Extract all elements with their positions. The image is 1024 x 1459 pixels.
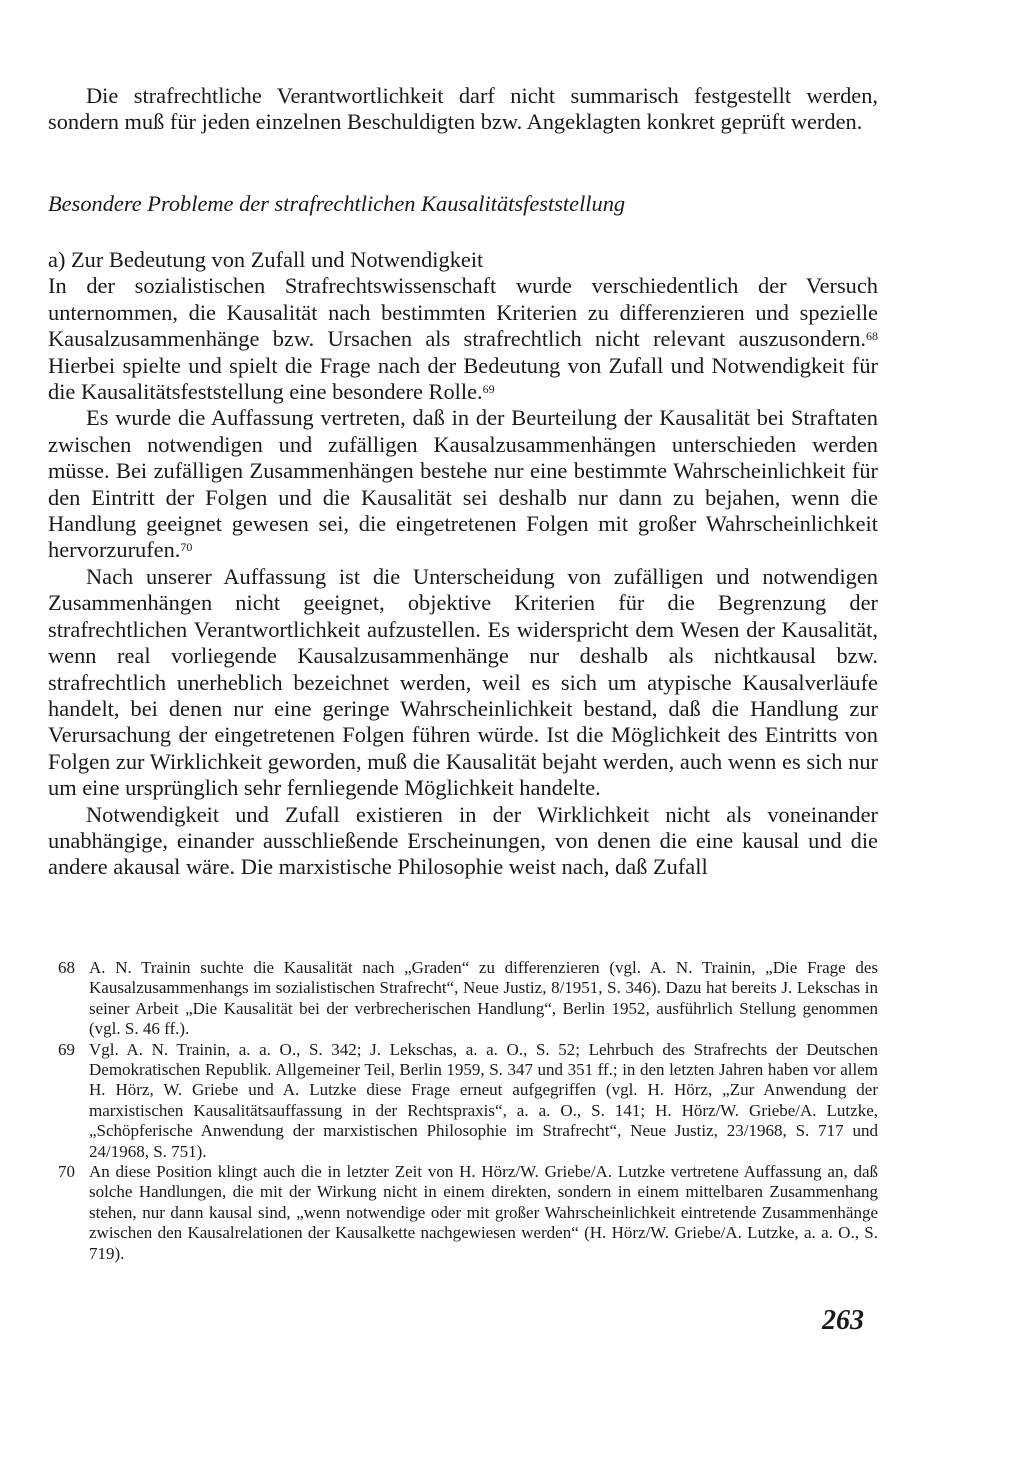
paragraph-3: Nach unserer Auffassung ist die Unterscheidung von zufälligen und notwendigen Zusammenhängen nicht geeignet, objektive Kriterien für die Begrenzung der strafrechtlichen Verantwortlichkeit aufzustellen. Es widerspricht dem Wesen der Kausalität, wenn real vorliegende Kausalzusammenhänge nur deshalb als nichtkausal bzw. strafrechtlich unerheblich bezeichnet werden, weil es sich um atypische Kausalverläufe handelt, bei denen nur eine geringe Wahrscheinlichkeit bestand, daß die Handlung zur Verursachung der eingetretenen Folgen führen würde. Ist die Möglichkeit des Eintritts von Folgen zur Wirklichkeit geworden, muß die Kausalität bejaht werden, auch wenn es sich nur um eine ursprünglich sehr fernliegende Möglichkeit handelte. xyxy=(48,563,878,801)
main-text-block xyxy=(48,247,878,881)
paragraph-1 xyxy=(48,273,878,405)
subheading: a) Zur Bedeutung von Zufall und Notwendigkeit xyxy=(48,247,484,272)
footnote-ref-68: 68 xyxy=(866,329,878,344)
footnote-ref-69: 69 xyxy=(482,382,495,397)
footnote-number: 69 xyxy=(58,1039,75,1059)
page-number: 263 xyxy=(822,1305,864,1336)
footnote-text: An diese Position klingt auch die in letzter Zeit von H. Hörz/W. Griebe/A. Lutzke vertretene Auffassung an, daß solche Handlungen, die mit der Wirkung nicht in einem direkten, sondern in einem mittelbaren Zusammenhang stehen, nur dann kausal sind, „wenn notwendige oder mit großer Wahrscheinlichkeit eintretende Zusammenhänge zwischen den Kausalrelationen der Kausalkette nachgewiesen werden“ (H. Hörz/W. Griebe/A. Lutzke, a. a. O., S. 719). xyxy=(89,1162,878,1263)
section-heading-block xyxy=(48,191,878,217)
intro-block xyxy=(48,83,878,136)
paragraph-2 xyxy=(48,405,878,563)
paragraph-1-text-b: Hierbei spielte und spielt die Frage nach der Bedeutung von Zufall und Notwendigkeit für die Kausalitätsfeststellung eine besondere Rolle. xyxy=(48,352,878,405)
footnote-text: Vgl. A. N. Trainin, a. a. O., S. 342; J. Lekschas, a. a. O., S. 52; Lehrbuch des Strafrechts der Deutschen Demokratischen Republik. Allgemeiner Teil, Berlin 1959, S. 347 und 351 ff.; in den letzten Jahren haben vor allem H. Hörz, W. Griebe und A. Lutzke diese Frage erneut aufgegriffen (vgl. H. Hörz, „Zur Anwendung der marxistischen Kausalitätsauffassung in der Rechtspraxis“, a. a. O., S. 141; H. Hörz/W. Griebe/A. Lutzke, „Schöpferische Anwendung der marxistischen Philosophie im Strafrecht“, Neue Justiz, 23/1968, S. 717 und 24/1968, S. 751). xyxy=(89,1039,878,1161)
footnote-70 xyxy=(58,1162,878,1264)
section-heading: Besondere Probleme der strafrechtlichen Kausalitätsfeststellung xyxy=(48,191,626,216)
footnote-ref-70: 70 xyxy=(180,540,193,555)
footnote-number: 70 xyxy=(58,1162,75,1182)
footnotes-section xyxy=(58,958,878,1264)
footnote-69 xyxy=(58,1040,878,1162)
intro-paragraph: Die strafrechtliche Verantwortlichkeit darf nicht summarisch festgestellt werden, sondern muß für jeden einzelnen Beschuldigten bzw. Angeklagten konkret geprüft werden. xyxy=(48,83,878,135)
footnote-68 xyxy=(58,958,878,1040)
footnote-number: 68 xyxy=(58,958,75,977)
paragraph-2-text: Es wurde die Auffassung vertreten, daß in der Beurteilung der Kausalität bei Straftaten zwischen notwendigen und zufälligen Kausalzusammenhängen unterschieden werden müsse. Bei zufälligen Zusammenhängen bestehe nur eine bestimmte Wahrscheinlichkeit für den Eintritt der Folgen und die Kausalität sei deshalb nur dann zu bejahen, wenn die Handlung geeignet gewesen sei, die eingetretenen Folgen mit großer Wahrscheinlichkeit hervorzurufen. xyxy=(48,405,878,563)
paragraph-4: Notwendigkeit und Zufall existieren in der Wirklichkeit nicht als voneinander unabhängige, einander ausschließende Erscheinungen, von denen die eine kausal und die andere akausal wäre. Die marxistische Philosophie weist nach, daß Zufall xyxy=(48,801,878,880)
footnote-text: A. N. Trainin suchte die Kausalität nach „Graden“ zu differenzieren (vgl. A. N. Trainin, „Die Frage des Kausalzusammenhangs im sozialistischen Strafrecht“, Neue Justiz, 8/1951, S. 346). Dazu hat bereits J. Lekschas in seiner Arbeit „Die Kausalität bei der verbrecherischen Handlung“, Berlin 1952, ausführlich Stellung genommen (vgl. S. 46 ff.). xyxy=(89,958,878,1039)
paragraph-1-text-a: In der sozialistischen Strafrechtswissenschaft wurde verschiedentlich der Versuch unternommen, die Kausalität nach bestimmten Kriterien zu differenzieren und spezielle Kausalzusammenhänge bzw. Ursachen als strafrechtlich nicht relevant auszusondern. xyxy=(48,273,878,352)
